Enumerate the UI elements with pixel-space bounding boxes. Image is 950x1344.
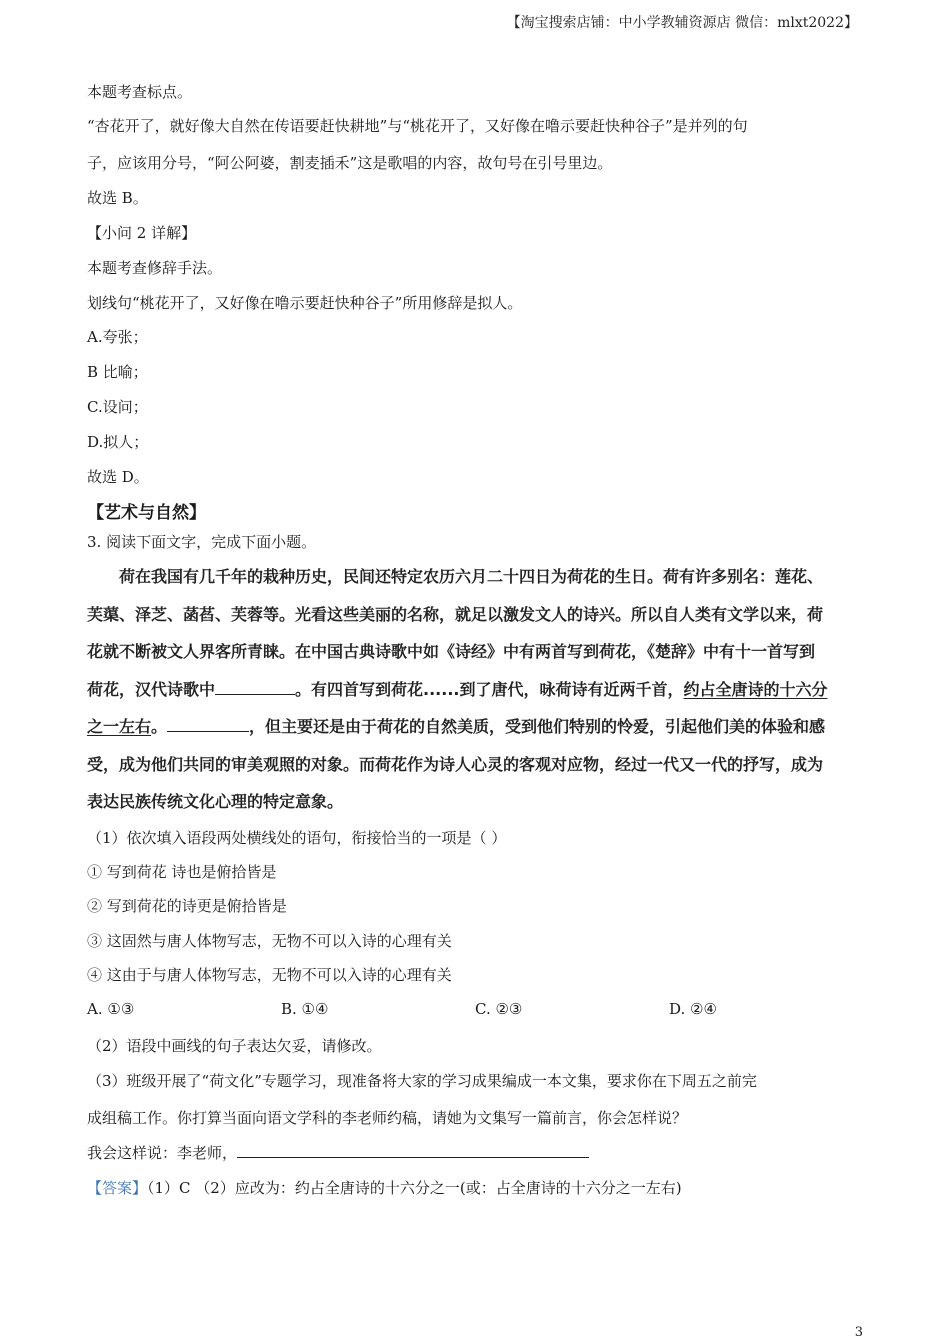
text-line: 故选 B。	[87, 189, 148, 207]
section-title: 【艺术与自然】	[87, 503, 206, 523]
text-line: “杏花开了，就好像大自然在传语要赶快耕地”与“桃花开了，又好像在噜示要赶快种谷子”是并列的句	[87, 117, 748, 135]
passage-line: 表达民族传统文化心理的特定意象。	[87, 792, 344, 811]
text-line: 本题考查修辞手法。	[87, 259, 223, 277]
text-line: 本题考查标点。	[87, 83, 193, 101]
question-1-item: ① 写到荷花 诗也是俯拾皆是	[87, 863, 277, 881]
answer-line	[87, 1178, 682, 1198]
text-line: 划线句“桃花开了，又好像在噜示要赶快种谷子”所用修辞是拟人。	[87, 294, 523, 312]
option-a[interactable]: A. ①③	[87, 1000, 135, 1018]
passage-line: ，但主要还是由于荷花的自然美质，受到他们特别的怜爱，引起他们美的体验和感	[249, 717, 826, 736]
question-title: 3. 阅读下面文字，完成下面小题。	[87, 533, 317, 551]
page-header: 【淘宝搜索店铺：中小学教辅资源店 微信：mlxt2022】	[506, 15, 858, 31]
passage-line: 荷在我国有几千年的栽种历史，民间还特定农历六月二十四日为荷花的生日。荷有许多别名：莲花、	[119, 567, 824, 586]
reading-passage	[87, 558, 862, 821]
passage-line: 。	[151, 717, 168, 736]
question-1-item: ④ 这由于与唐人体物写志，无物不可以入诗的心理有关	[87, 966, 452, 984]
text-line: 子，应该用分号，“阿公阿婆，割麦插禾”这是歌唱的内容，故句号在引号里边。	[87, 154, 613, 172]
question-1-item: ③ 这固然与唐人体物写志，无物不可以入诗的心理有关	[87, 932, 452, 950]
question-2: （2）语段中画线的句子表达欠妥，请修改。	[87, 1037, 382, 1055]
answer-blank[interactable]	[237, 1143, 589, 1158]
passage-line: 花就不断被文人界客所青睐。在中国古典诗歌中如《诗经》中有两首写到荷花，《楚辞》中有十一首写到	[87, 642, 816, 661]
answer-label: 【答案】	[87, 1179, 148, 1197]
option-c[interactable]: C. ②③	[475, 1000, 523, 1018]
fill-blank-1[interactable]	[215, 676, 295, 695]
underlined-sentence: 约占全唐诗的十六分	[683, 679, 828, 699]
option-b[interactable]: B. ①④	[281, 1000, 329, 1018]
fill-blank-2[interactable]	[167, 713, 249, 732]
text-line: D.拟人；	[87, 433, 149, 451]
question-3: 成组稿工作。你打算当面向语文学科的李老师约稿，请她为文集写一篇前言，你会怎样说？	[87, 1109, 688, 1127]
subquestion-heading: 【小问 2 详解】	[87, 224, 197, 242]
answer-prompt	[87, 1143, 589, 1163]
passage-line: 。有四首写到荷花......到了唐代，咏荷诗有近两千首，	[295, 679, 684, 699]
text-line: 故选 D。	[87, 468, 149, 486]
page-number: 3	[854, 1325, 863, 1340]
answer-text: （1）C （2）应改为：约占全唐诗的十六分之一(或：占全唐诗的十六分之一左右)	[147, 1179, 682, 1197]
question-1-item: ② 写到荷花的诗更是俯拾皆是	[87, 897, 287, 915]
question-3: （3）班级开展了“荷文化”专题学习，现准备将大家的学习成果编成一本文集，要求你在下周五之前完	[87, 1072, 757, 1090]
answer-prompt-text: 我会这样说：李老师，	[87, 1144, 238, 1162]
passage-line: 荷花，汉代诗歌中	[87, 679, 216, 699]
passage-line: 受，成为他们共同的审美观照的对象。而荷花作为诗人心灵的客观对应物，经过一代又一代的抒写，成为	[87, 754, 824, 774]
option-d[interactable]: D. ②④	[669, 1000, 717, 1018]
passage-line: 芙蕖、泽芝、菡萏、芙蓉等。光看这些美丽的名称，就足以激发文人的诗兴。所以自人类有文学以来，荷	[87, 604, 824, 624]
text-line: B 比喻；	[87, 363, 148, 381]
text-line: A.夸张；	[87, 328, 148, 346]
underlined-sentence: 之一左右	[87, 717, 152, 736]
question-1: （1）依次填入语段两处横线处的语句，衔接恰当的一项是（ ）	[87, 829, 507, 847]
text-line: C.设问；	[87, 398, 148, 416]
